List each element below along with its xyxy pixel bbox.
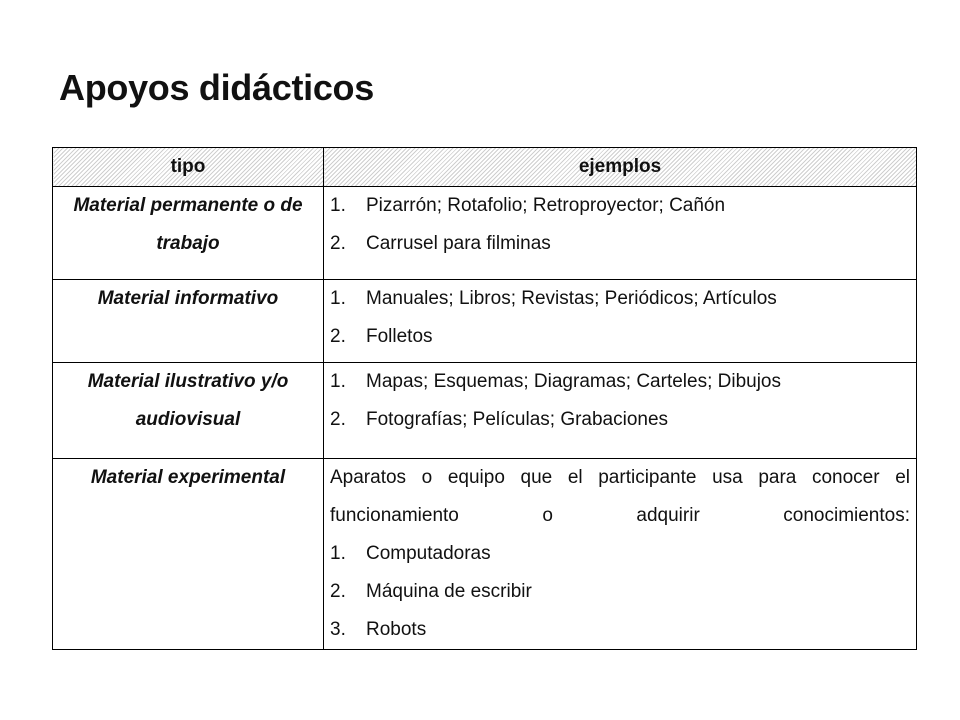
item-text: Manuales; Libros; Revistas; Periódicos; Artículos <box>366 288 777 309</box>
examples-list <box>330 535 910 649</box>
list-item <box>330 280 910 318</box>
list-item <box>330 573 910 611</box>
item-text: Carrusel para filminas <box>366 233 551 254</box>
column-header-examples: ejemplos <box>324 148 917 187</box>
material-type-cell: Material ilustrativo y/o audiovisual <box>53 363 324 459</box>
examples-list <box>330 187 910 263</box>
item-text: Robots <box>366 619 427 640</box>
material-type-cell: Material experimental <box>53 459 324 650</box>
list-item <box>330 363 910 401</box>
item-number: 1. <box>330 543 346 564</box>
examples-cell <box>324 363 917 459</box>
examples-cell <box>324 187 917 280</box>
item-number: 2. <box>330 581 346 602</box>
didactic-supports-table <box>52 147 917 650</box>
page-title: Apoyos didácticos <box>59 67 374 108</box>
examples-list <box>330 280 910 356</box>
list-item <box>330 318 910 356</box>
item-number: 2. <box>330 233 346 254</box>
list-item <box>330 225 910 263</box>
column-header-type: tipo <box>53 148 324 187</box>
table-row <box>53 280 917 363</box>
item-text: Computadoras <box>366 543 491 564</box>
item-number: 2. <box>330 326 346 347</box>
item-number: 2. <box>330 409 346 430</box>
item-number: 3. <box>330 619 346 640</box>
item-text: Fotografías; Películas; Grabaciones <box>366 409 669 430</box>
list-item <box>330 401 910 439</box>
item-text: Pizarrón; Rotafolio; Retroproyector; Cañón <box>366 195 726 216</box>
list-item <box>330 611 910 649</box>
item-number: 1. <box>330 195 346 216</box>
material-type-cell: Material permanente o de trabajo <box>53 187 324 280</box>
item-number: 1. <box>330 371 346 392</box>
item-number: 1. <box>330 288 346 309</box>
material-type-cell: Material informativo <box>53 280 324 363</box>
item-text: Folletos <box>366 326 433 347</box>
examples-cell <box>324 280 917 363</box>
table-row <box>53 187 917 280</box>
examples-cell <box>324 459 917 650</box>
table-header-row <box>53 148 917 187</box>
list-item <box>330 535 910 573</box>
table-row <box>53 363 917 459</box>
examples-list <box>330 363 910 439</box>
list-item <box>330 187 910 225</box>
item-text: Mapas; Esquemas; Diagramas; Carteles; Dibujos <box>366 371 782 392</box>
item-text: Máquina de escribir <box>366 581 532 602</box>
table-row <box>53 459 917 650</box>
examples-intro-text: Aparatos o equipo que el participante usa para conocer el funcionamiento o adquirir conocimientos: <box>330 467 910 526</box>
